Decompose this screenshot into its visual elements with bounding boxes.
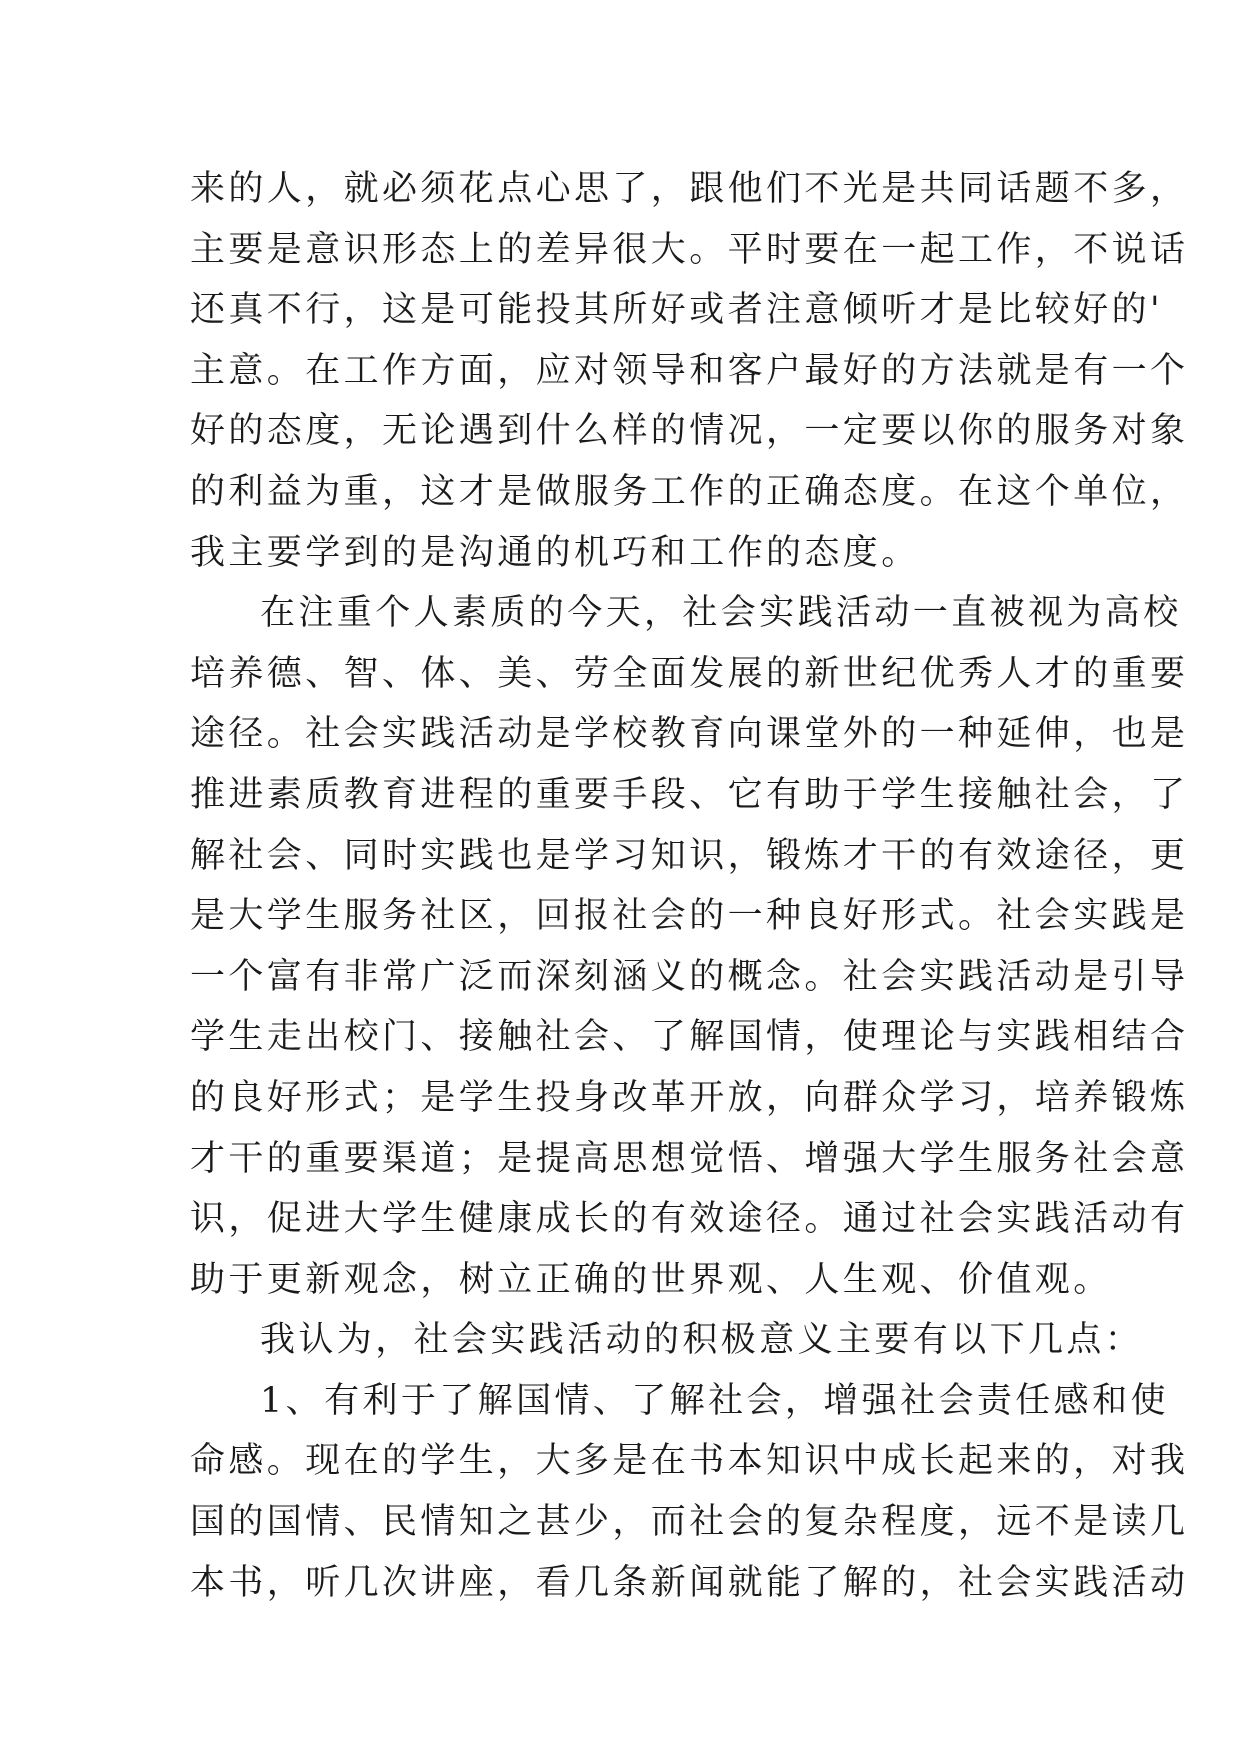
- text-line: 好的态度，无论遇到什么样的情况，一定要以你的服务对象: [190, 411, 1189, 452]
- text-line: 学生走出校门、接触社会、了解国情，使理论与实践相结合: [190, 1017, 1189, 1058]
- text-line: 本书，听几次讲座，看几条新闻就能了解的，社会实践活动: [190, 1562, 1189, 1603]
- text-line: 主要是意识形态上的差异很大。平时要在一起工作，不说话: [190, 229, 1189, 270]
- text-line: 我认为，社会实践活动的积极意义主要有以下几点：: [260, 1320, 1144, 1361]
- text-line: 1、有利于了解国情、了解社会，增强社会责任感和使: [260, 1380, 1169, 1421]
- text-line: 还真不行，这是可能投其所好或者注意倾听才是比较好的': [190, 290, 1164, 331]
- text-line: 在注重个人素质的今天，社会实践活动一直被视为高校: [260, 593, 1182, 634]
- text-line: 培养德、智、体、美、劳全面发展的新世纪优秀人才的重要: [190, 653, 1189, 694]
- body-text: [190, 159, 1189, 1613]
- text-line: 主意。在工作方面，应对领导和客户最好的方法就是有一个: [190, 350, 1189, 391]
- text-line: 的利益为重，这才是做服务工作的正确态度。在这个单位，: [190, 471, 1189, 512]
- text-line: 途径。社会实践活动是学校教育向课堂外的一种延伸，也是: [190, 714, 1189, 755]
- text-line: 命感。现在的学生，大多是在书本知识中成长起来的，对我: [190, 1441, 1189, 1482]
- text-line: 助于更新观念，树立正确的世界观、人生观、价值观。: [190, 1259, 1112, 1300]
- text-line: 我主要学到的是沟通的机巧和工作的态度。: [190, 532, 920, 573]
- text-line: 一个富有非常广泛而深刻涵义的概念。社会实践活动是引导: [190, 956, 1189, 997]
- text-line: 国的国情、民情知之甚少，而社会的复杂程度，远不是读几: [190, 1502, 1189, 1543]
- text-line: 推进素质教育进程的重要手段、它有助于学生接触社会，了: [190, 774, 1189, 815]
- text-line: 的良好形式；是学生投身改革开放，向群众学习，培养锻炼: [190, 1077, 1189, 1118]
- text-line: 解社会、同时实践也是学习知识，锻炼才干的有效途径，更: [190, 835, 1189, 876]
- text-line: 是大学生服务社区，回报社会的一种良好形式。社会实践是: [190, 896, 1189, 937]
- text-line: 识，促进大学生健康成长的有效途径。通过社会实践活动有: [190, 1199, 1189, 1240]
- text-line: 才干的重要渠道；是提高思想觉悟、增强大学生服务社会意: [190, 1138, 1189, 1179]
- text-line: 来的人，就必须花点心思了，跟他们不光是共同话题不多，: [190, 169, 1189, 209]
